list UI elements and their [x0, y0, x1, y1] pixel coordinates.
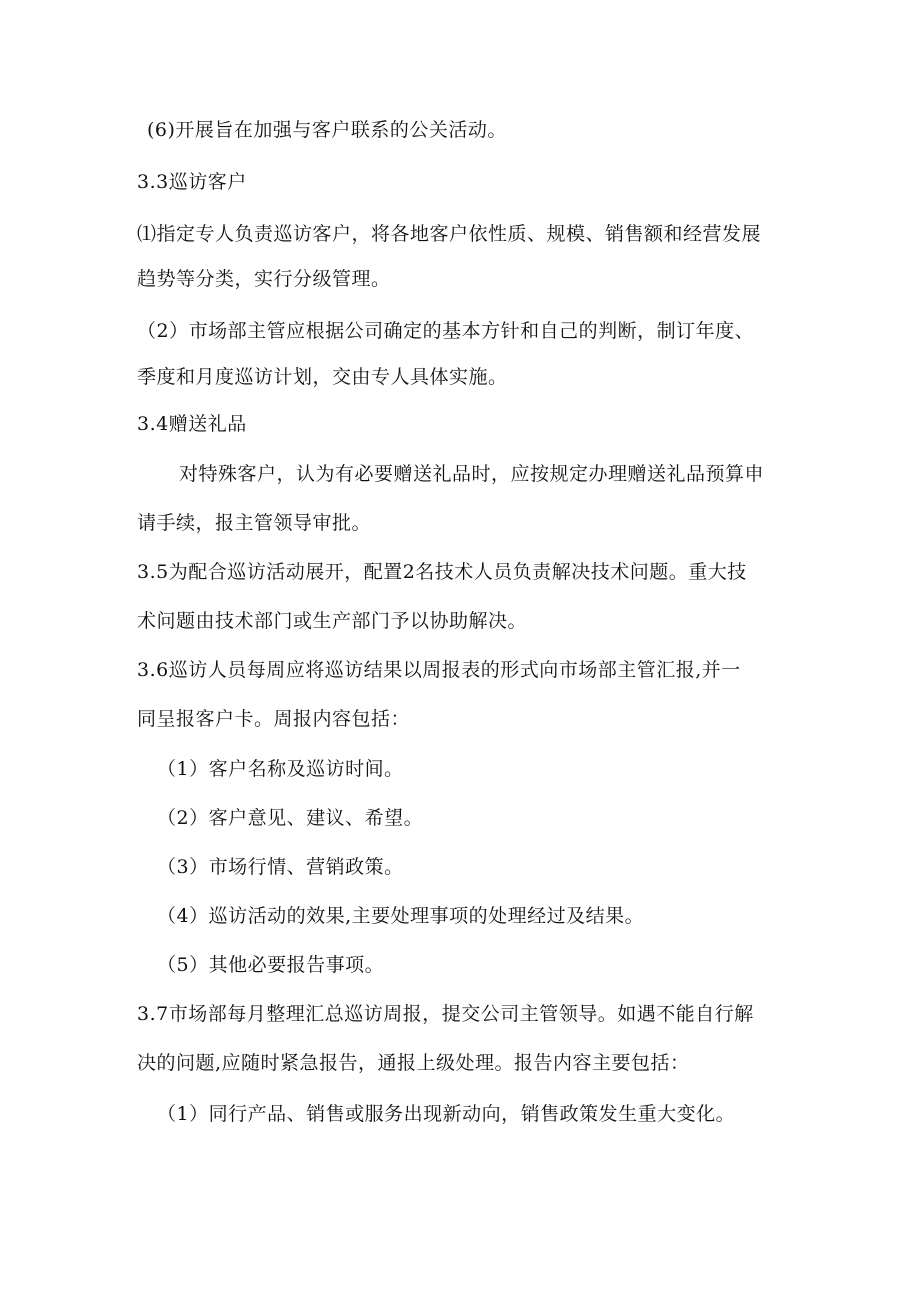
paragraph-line: 3.5为配合巡访活动展开，配置2名技术人员负责解决技术问题。重大技: [137, 561, 747, 583]
paragraph-line: 3.7市场部每月整理汇总巡访周报，提交公司主管领导。如遇不能自行解: [137, 1003, 754, 1025]
paragraph-line: 同呈报客户卡。周报内容包括：: [137, 708, 411, 730]
list-item: （1）同行产品、销售或服务出现新动向，销售政策发生重大变化。: [157, 1103, 736, 1125]
list-item: （3）市场行情、营销政策。: [157, 856, 404, 878]
paragraph-line: 趋势等分类，实行分级管理。: [137, 268, 391, 290]
paragraph-line: 术问题由技术部门或生产部门予以协助解决。: [137, 610, 528, 632]
paragraph-line: 季度和月度巡访计划，交由专人具体实施。: [137, 366, 508, 388]
section-heading: 3.4赠送礼品: [137, 413, 247, 435]
paragraph-line: 对特殊客户，认为有必要赠送礼品时，应按规定办理赠送礼品预算申: [179, 463, 765, 485]
paragraph-line: 决的问题,应随时紧急报告，通报上级处理。报告内容主要包括：: [137, 1052, 690, 1074]
paragraph-line: 3.6巡访人员每周应将巡访结果以周报表的形式向市场部主管汇报,并一: [137, 659, 741, 681]
list-item: （5）其他必要报告事项。: [157, 954, 385, 976]
paragraph-line: ⑴指定专人负责巡访客户，将各地客户依性质、规模、销售额和经营发展: [137, 223, 762, 245]
paragraph-line: (6)开展旨在加强与客户联系的公关活动。: [147, 119, 507, 141]
paragraph-line: 请手续，报主管领导审批。: [137, 512, 372, 534]
list-item: （2）客户意见、建议、希望。: [157, 807, 424, 829]
paragraph-line: （2）市场部主管应根据公司确定的基本方针和自己的判断，制订年度、: [137, 320, 755, 342]
list-item: （4）巡访活动的效果,主要处理事项的处理经过及结果。: [157, 905, 645, 927]
list-item: （1）客户名称及巡访时间。: [157, 758, 404, 780]
section-heading: 3.3巡访客户: [137, 171, 247, 193]
